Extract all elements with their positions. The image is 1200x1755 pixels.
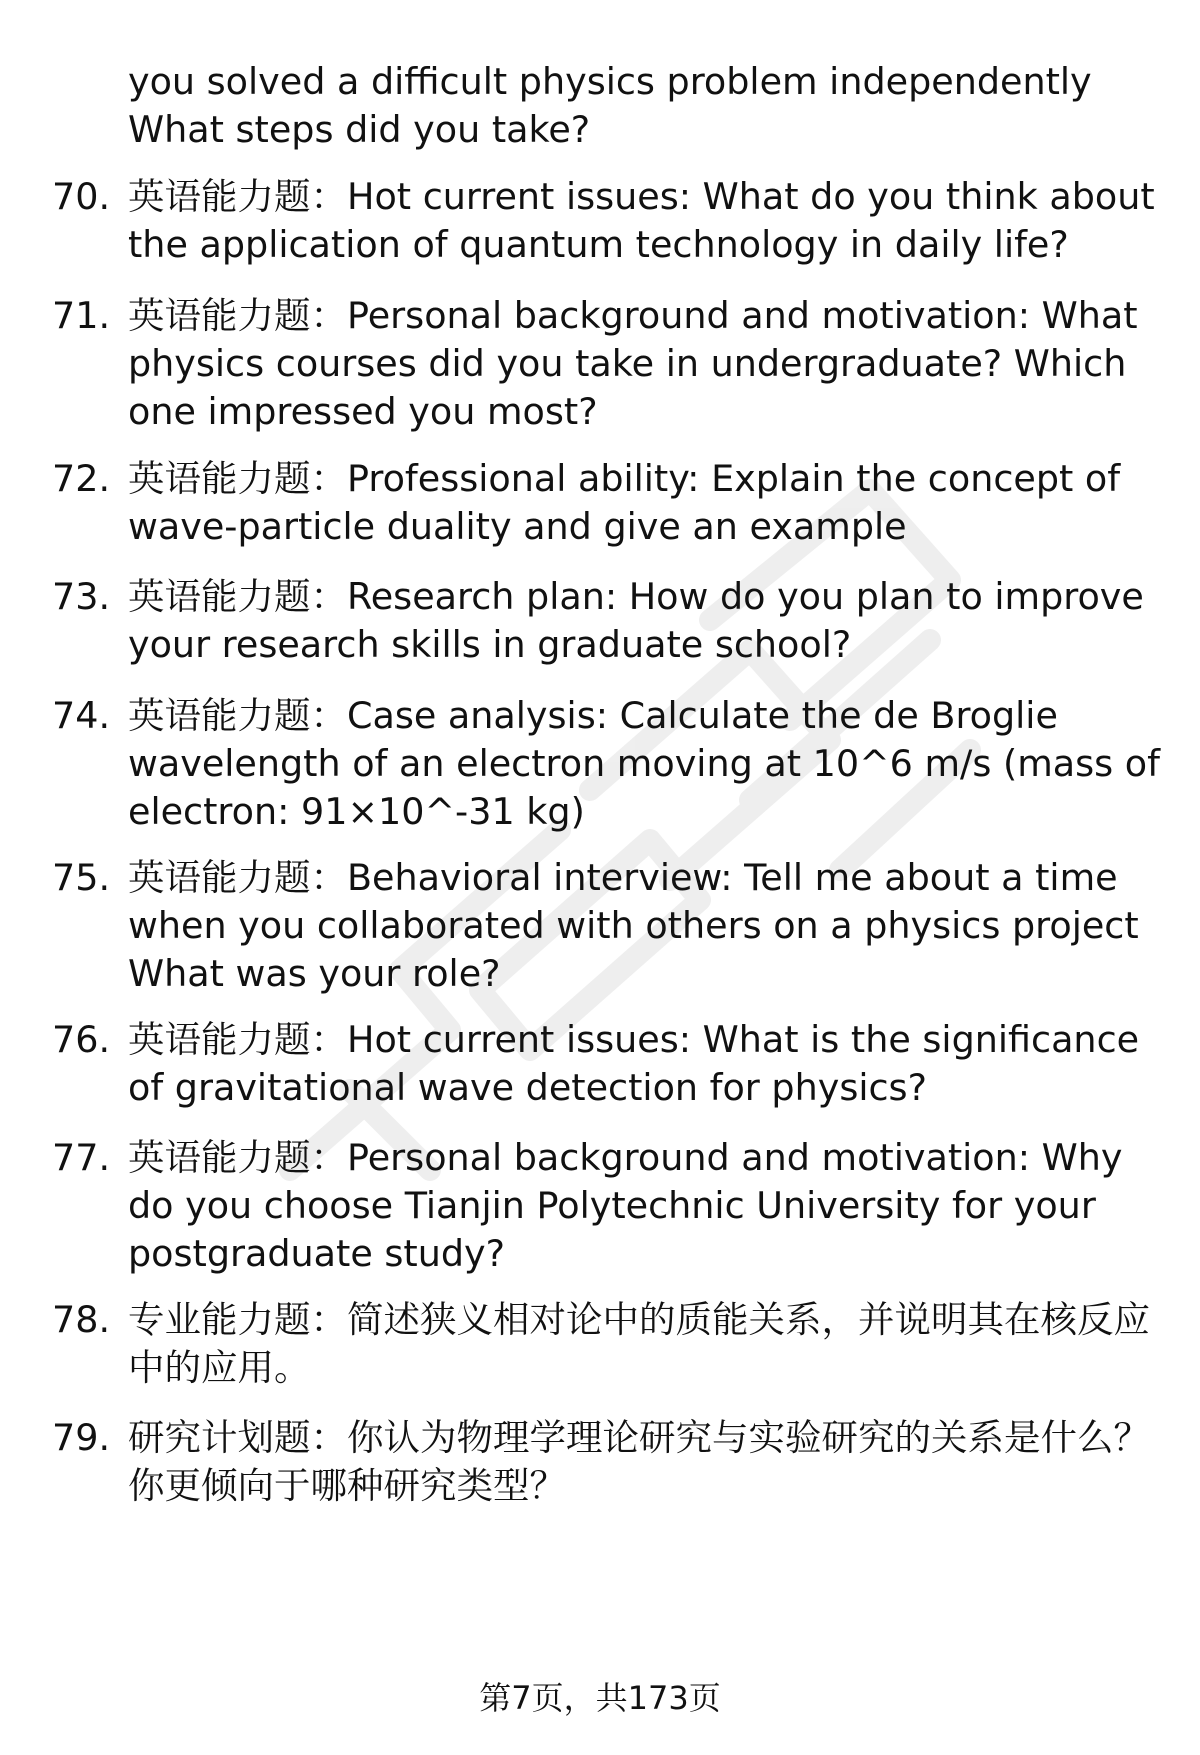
- question-text: 英语能力题：Behavioral interview: Tell me about a time when you collaborated with others on a physics project What was your role?: [128, 856, 1139, 995]
- question-number: 73.: [52, 575, 111, 618]
- question-continuation: you solved a difficult physics problem independently What steps did you take?: [128, 60, 1092, 151]
- question-number: 77.: [52, 1136, 111, 1179]
- question-number: 75.: [52, 856, 111, 899]
- question-number: 70.: [52, 175, 111, 218]
- page-number-footer: 第7页，共173页: [479, 1679, 721, 1717]
- question-text: 英语能力题：Personal background and motivation: Why do you choose Tianjin Polytechnic University for your postgraduate study?: [128, 1136, 1123, 1275]
- question-text: 英语能力题：Hot current issues: What do you think about the application of quantum technology in daily life?: [128, 175, 1155, 266]
- question-number: 74.: [52, 694, 111, 737]
- question-text: 英语能力题：Case analysis: Calculate the de Broglie wavelength of an electron moving at 10^6 m/s (mass of electron: 91×10^-31 kg): [128, 694, 1160, 833]
- question-text: 研究计划题：你认为物理学理论研究与实验研究的关系是什么？你更倾向于哪种研究类型？: [128, 1416, 1150, 1507]
- question-number: 79.: [52, 1416, 111, 1459]
- question-text: 专业能力题：简述狭义相对论中的质能关系，并说明其在核反应中的应用。: [128, 1298, 1150, 1389]
- question-text: 英语能力题：Personal background and motivation: What physics courses did you take in undergraduate? Which one impressed you most?: [128, 294, 1138, 433]
- question-text: 英语能力题：Hot current issues: What is the significance of gravitational wave detection for physics?: [128, 1018, 1140, 1109]
- question-number: 78.: [52, 1298, 111, 1341]
- question-number: 71.: [52, 294, 111, 337]
- question-number: 76.: [52, 1018, 111, 1061]
- question-number: 72.: [52, 457, 111, 500]
- question-text: 英语能力题：Professional ability: Explain the concept of wave-particle duality and give an example: [128, 457, 1121, 548]
- question-text: 英语能力题：Research plan: How do you plan to improve your research skills in graduate school?: [128, 575, 1144, 666]
